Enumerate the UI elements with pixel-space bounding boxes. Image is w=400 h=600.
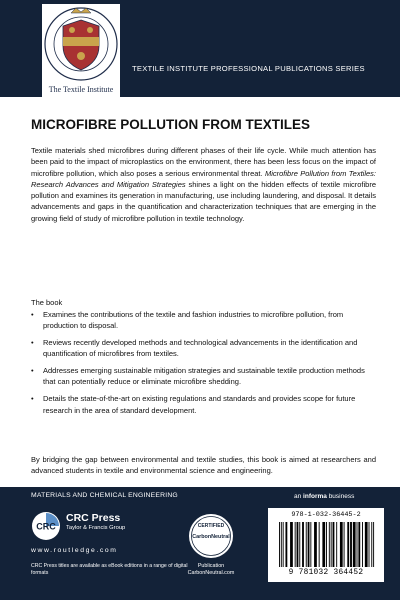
barcode-bar xyxy=(347,522,349,567)
crc-logo-text: CRC xyxy=(36,521,56,532)
book-title: MICROFIBRE POLLUTION FROM TEXTILES xyxy=(31,117,310,132)
barcode-bar xyxy=(322,522,325,567)
textile-institute-seal-logo xyxy=(41,4,121,98)
barcode-bar xyxy=(302,522,304,567)
feature-list-item: • Reviews recently developed methods and technological advancements in the identification and quantification of microfibres from textiles. xyxy=(31,337,376,360)
carbon-badge-top: CERTIFIED xyxy=(197,523,225,529)
barcode-bar xyxy=(333,522,335,567)
informa-tagline xyxy=(294,493,354,500)
isbn-number: 978-1-032-36445-2 xyxy=(291,511,361,519)
barcode-bar xyxy=(357,522,358,567)
barcode-bar xyxy=(295,522,296,567)
barcode-bar xyxy=(308,522,310,567)
carbon-pub-line1: Publication xyxy=(197,563,225,569)
barcode-bar xyxy=(350,522,352,567)
feature-list-item: • Examines the contributions of the textile and fashion industries to microfibre pollution, from production to disposal. xyxy=(31,309,376,332)
feature-list xyxy=(31,309,376,421)
ebook-note: CRC Press titles are available as eBook editions in a range of digital formats xyxy=(31,563,188,576)
barcode-bar xyxy=(281,522,282,567)
barcode-bar xyxy=(331,522,332,567)
barcode-bar xyxy=(362,522,363,567)
carbon-badge-main-1: CarbonNeutral xyxy=(192,534,230,540)
feature-list-item: • Details the state-of-the-art on existing regulations and standards and provides scope for future research in the area of standard development. xyxy=(31,393,376,416)
publisher-name: CRC Press xyxy=(66,512,121,524)
barcode-bar xyxy=(279,522,280,567)
barcode-bar xyxy=(310,522,311,567)
series-name: TEXTILE INSTITUTE PROFESSIONAL PUBLICATIONS SERIES xyxy=(132,64,365,73)
barcode-bar xyxy=(373,522,374,567)
barcode-bar xyxy=(283,522,284,567)
barcode-digits: 9 781032 364452 xyxy=(288,569,364,577)
barcode-bar xyxy=(326,522,327,567)
barcode-bar xyxy=(319,522,320,567)
bullets-intro: The book xyxy=(31,298,63,307)
informa-prefix: an xyxy=(294,493,304,500)
barcode-bar xyxy=(290,522,293,567)
barcode xyxy=(279,522,375,567)
informa-brand: informa xyxy=(303,493,327,500)
barcode-bar xyxy=(369,522,370,567)
blurb-paragraph xyxy=(31,145,376,224)
carbon-neutral-badge-icon xyxy=(188,513,234,559)
barcode-bar xyxy=(285,522,287,567)
isbn-barcode-box xyxy=(268,508,384,582)
barcode-bar xyxy=(306,522,307,567)
barcode-bar xyxy=(371,522,372,567)
barcode-bar xyxy=(297,522,299,567)
publisher-group: Taylor & Francis Group xyxy=(66,525,126,531)
feature-list-item: • Addresses emerging sustainable mitigation strategies and sustainable textile production methods that can potentially reduce or eliminate microfibre shedding. xyxy=(31,365,376,388)
carbon-pub-line2: CarbonNeutral.com xyxy=(187,570,235,576)
publisher-url: www.routledge.com xyxy=(31,547,118,554)
barcode-bar xyxy=(314,522,317,567)
barcode-bar xyxy=(340,522,343,567)
subject-category: MATERIALS AND CHEMICAL ENGINEERING xyxy=(31,492,178,499)
barcode-bar xyxy=(344,522,345,567)
informa-suffix: business xyxy=(326,493,355,500)
closing-paragraph: By bridging the gap between environmental and textile studies, this book is aimed at researchers and advanced students in textile and environmental science and engineering. xyxy=(31,455,376,476)
barcode-bar xyxy=(299,522,300,567)
barcode-bar xyxy=(329,522,330,567)
barcode-bar xyxy=(353,522,356,567)
blurb-text-1: Textile materials shed microfibres during different phases of their life cycle. While much attention has been paid to the impact of microplastics on the environment, there has been less focus on the impact of microfibre pollution, which also poses a serious environmental threat. xyxy=(31,146,376,178)
barcode-bar xyxy=(358,522,360,567)
blurb-text-2: shines a light on the hidden effects of textile microfibre pollution and examines its generation in manufacturing, use including laundering, and disposal. It details advancements and gaps in the quantification and characterization techniques that are emerging in the growing field of study of microfibre pollution in textile technology. xyxy=(31,179,376,223)
blurb-book-title: Microfibre Pollution from Textiles: Research Advances and Mitigation Strategies xyxy=(31,168,376,189)
seal-org-name: The Textile Institute xyxy=(48,85,114,94)
carbon-neutral-caption xyxy=(180,563,242,577)
barcode-bar xyxy=(336,522,337,567)
barcode-bar xyxy=(365,522,368,567)
crc-press-logo xyxy=(31,511,61,541)
